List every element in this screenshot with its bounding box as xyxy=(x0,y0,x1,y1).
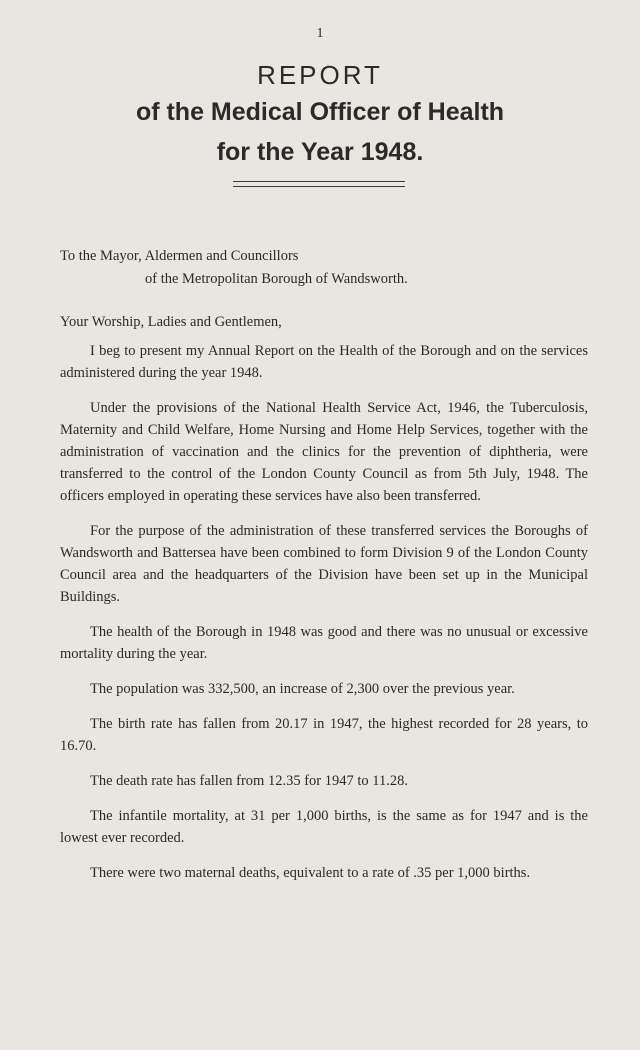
title-block xyxy=(0,58,640,172)
double-rule-divider xyxy=(233,181,405,187)
title-line-1: of the Medical Officer of Health xyxy=(135,98,505,126)
page-number: 1 xyxy=(316,26,324,41)
paragraph-health: The health of the Borough in 1948 was good and there was no unusual or excessive mortality during the year. xyxy=(60,624,588,662)
address-line-2: of the Metropolitan Borough of Wandsworth. xyxy=(145,271,408,287)
paragraph-population: The population was 332,500, an increase of 2,300 over the previous year. xyxy=(90,681,515,697)
paragraph-death-rate: The death rate has fallen from 12.35 for 1947 to 11.28. xyxy=(90,773,408,789)
report-body xyxy=(60,245,588,884)
report-heading: REPORT xyxy=(257,60,383,90)
paragraph-intro: I beg to present my Annual Report on the Health of the Borough and on the services administered during the year 1948. xyxy=(60,343,588,381)
paragraph-maternal-deaths: There were two maternal deaths, equivalent to a rate of .35 per 1,000 births. xyxy=(90,865,531,881)
title-line-2: for the Year 1948. xyxy=(216,138,424,166)
paragraph-birth-rate: The birth rate has fallen from 20.17 in 1947, the highest recorded for 28 years, to 16.70. xyxy=(60,716,588,754)
salutation: Your Worship, Ladies and Gentlemen, xyxy=(60,314,282,330)
paragraph-transfer: Under the provisions of the National Health Service Act, 1946, the Tuberculosis, Maternity and Child Welfare, Home Nursing and Home Help Services, together with the administration of vaccination and the clinics for the prevention of diphtheria, were transferred to the control of the London County Council as from 5th July, 1948. The officers employed in operating these services have also been transferred. xyxy=(60,400,588,504)
address-line-1: To the Mayor, Aldermen and Councillors xyxy=(60,248,299,264)
paragraph-division: For the purpose of the administration of these transferred services the Boroughs of Wandsworth and Battersea have been combined to form Division 9 of the London County Council area and the headquarters of the Division have been set up in the Municipal Buildings. xyxy=(60,523,588,605)
paragraph-infantile-mortality: The infantile mortality, at 31 per 1,000 births, is the same as for 1947 and is the lowest ever recorded. xyxy=(60,808,588,846)
